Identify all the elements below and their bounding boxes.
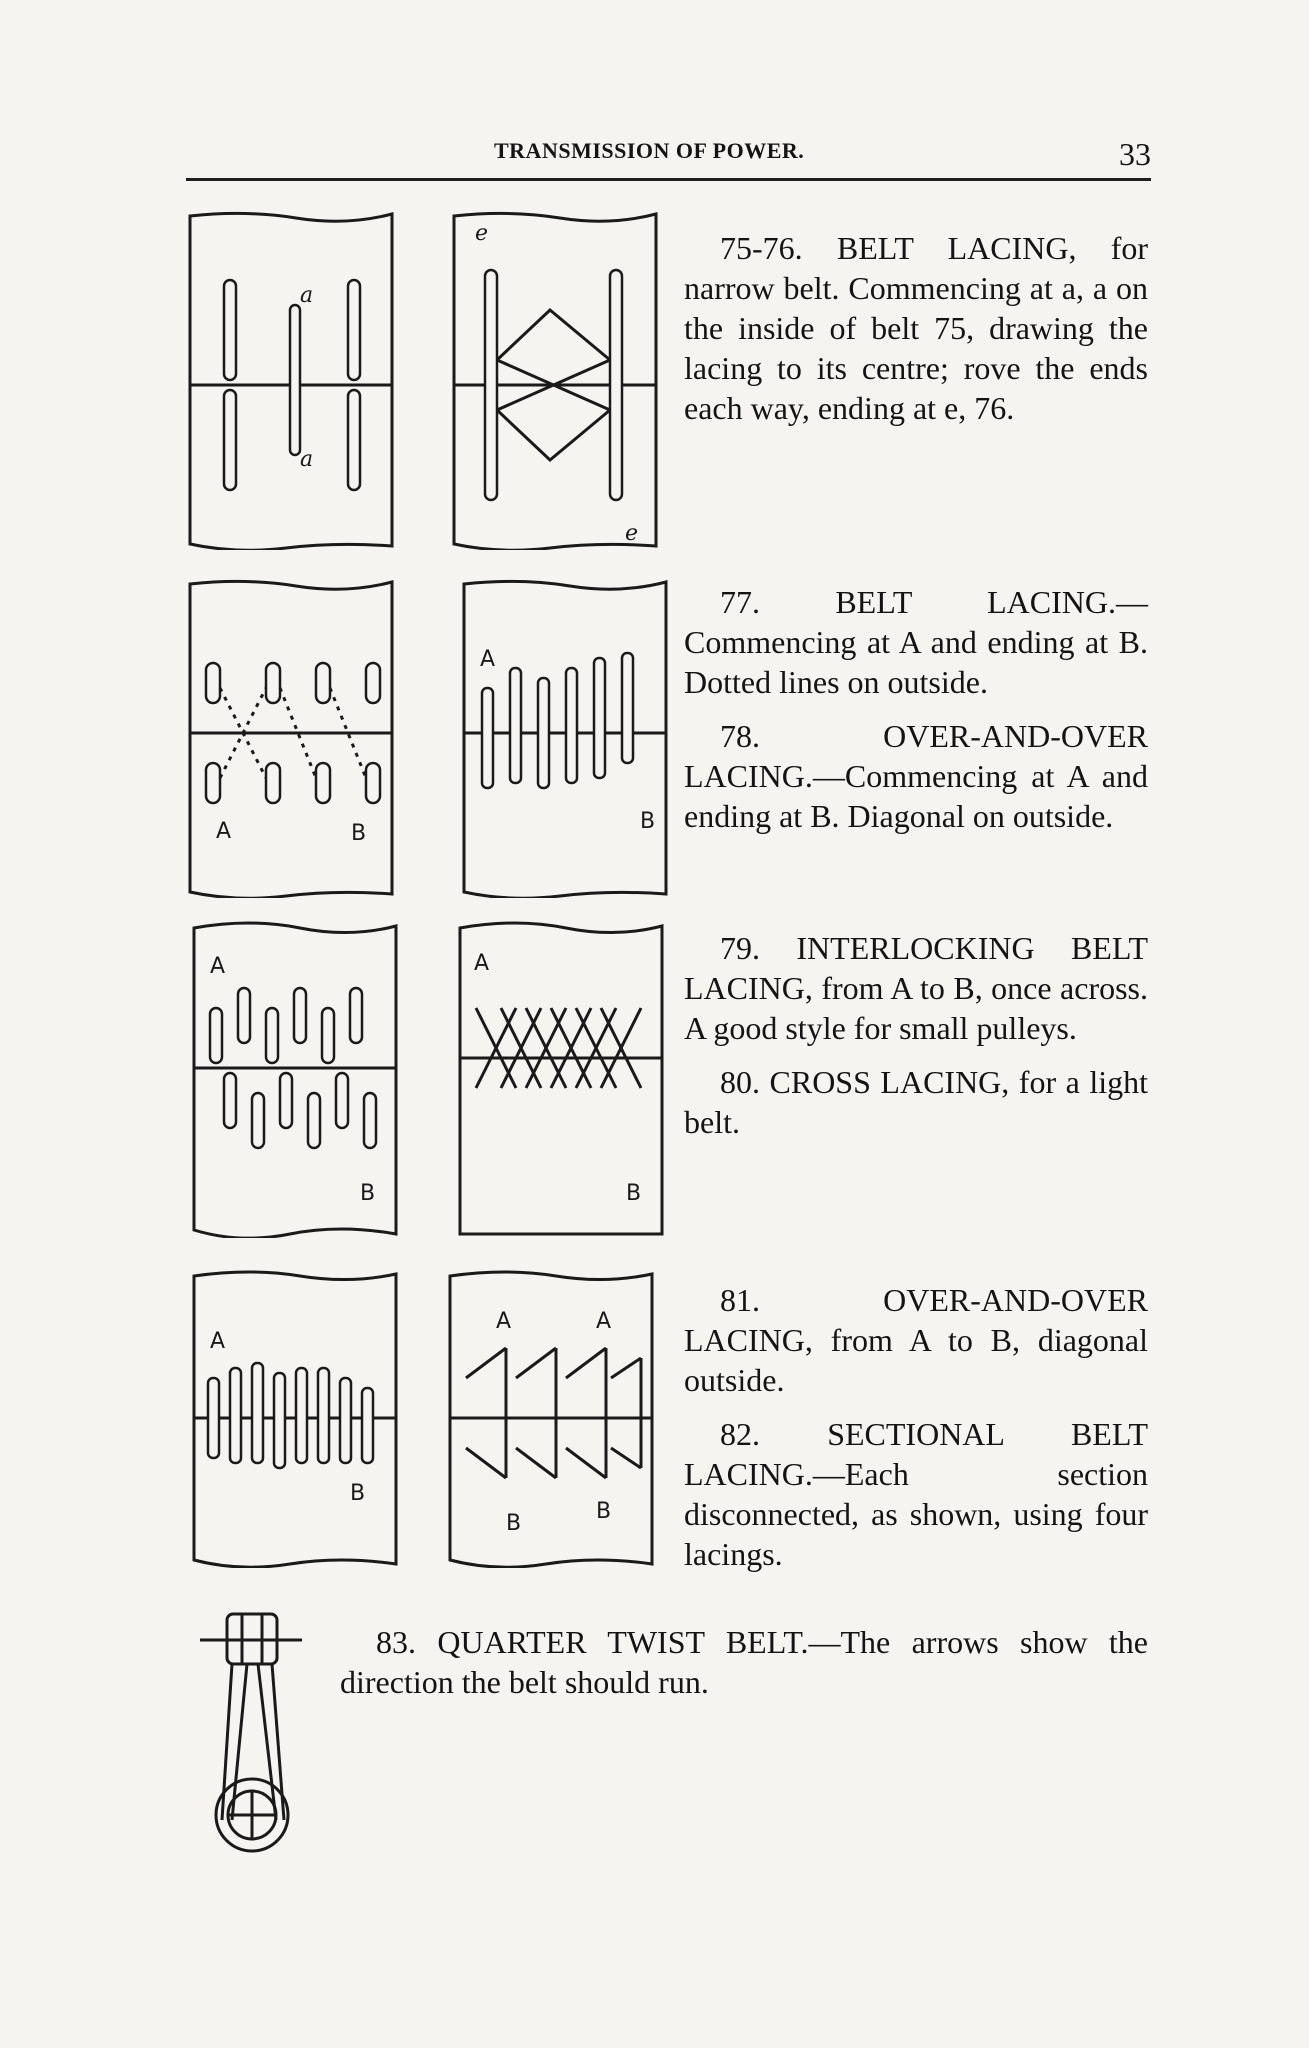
header-rule (186, 178, 1151, 181)
figure-79 (190, 918, 400, 1238)
caption-75-76: 75-76. BELT LACING, for narrow belt. Commencing at a, a on the inside of belt 75, drawing the lacing to its centre; rove the ends each way, ending at e, 76. (684, 230, 1148, 426)
caption-77-78: 77. BELT LACING.—Commencing at A and ending at B. Dotted lines on outside. 78. OVER-AND-OVER LACING.—Commencing at A and ending at B. Diagonal on outside. (684, 584, 1148, 834)
label-A: A (596, 1309, 612, 1334)
label-B: B (506, 1511, 522, 1536)
label-B: B (360, 1181, 376, 1206)
label-a-bottom: a (300, 447, 314, 472)
figure-78 (460, 578, 670, 898)
page-number: 33 (1119, 136, 1151, 172)
caption-79-80: 79. INTERLOCKING BELT LACING, from A to B, once across. A good style for small pulleys. 80. CROSS LACING, for a light belt. (684, 930, 1148, 1140)
figure-81 (190, 1268, 400, 1568)
label-A: A (210, 954, 226, 979)
label-B: B (626, 1181, 642, 1206)
label-B: B (350, 1481, 366, 1506)
figure-77 (186, 578, 396, 898)
label-A: A (210, 1329, 226, 1354)
label-B: B (351, 821, 367, 846)
label-e-top: e (475, 221, 489, 246)
label-A: A (474, 951, 490, 976)
figure-75 (186, 210, 396, 550)
figure-80 (456, 918, 666, 1238)
label-a-top: a (300, 283, 314, 308)
label-A: A (480, 647, 496, 672)
caption-81-82: 81. OVER-AND-OVER LACING, from A to B, diagonal outside. 82. SECTIONAL BELT LACING.—Each section disconnected, as shown, using four lacings. (684, 1282, 1148, 1572)
label-B: B (640, 809, 656, 834)
figure-76 (450, 210, 660, 550)
figure-83 (192, 1600, 312, 1880)
figure-82 (446, 1268, 656, 1568)
label-e-bottom: e (625, 521, 639, 546)
label-A: A (496, 1309, 512, 1334)
running-head: TRANSMISSION OF POWER. (494, 138, 805, 163)
label-B: B (596, 1499, 612, 1524)
label-A: A (216, 819, 232, 844)
caption-83: 83. QUARTER TWIST BELT.—The arrows show the direction the belt should run. (340, 1624, 1148, 1700)
